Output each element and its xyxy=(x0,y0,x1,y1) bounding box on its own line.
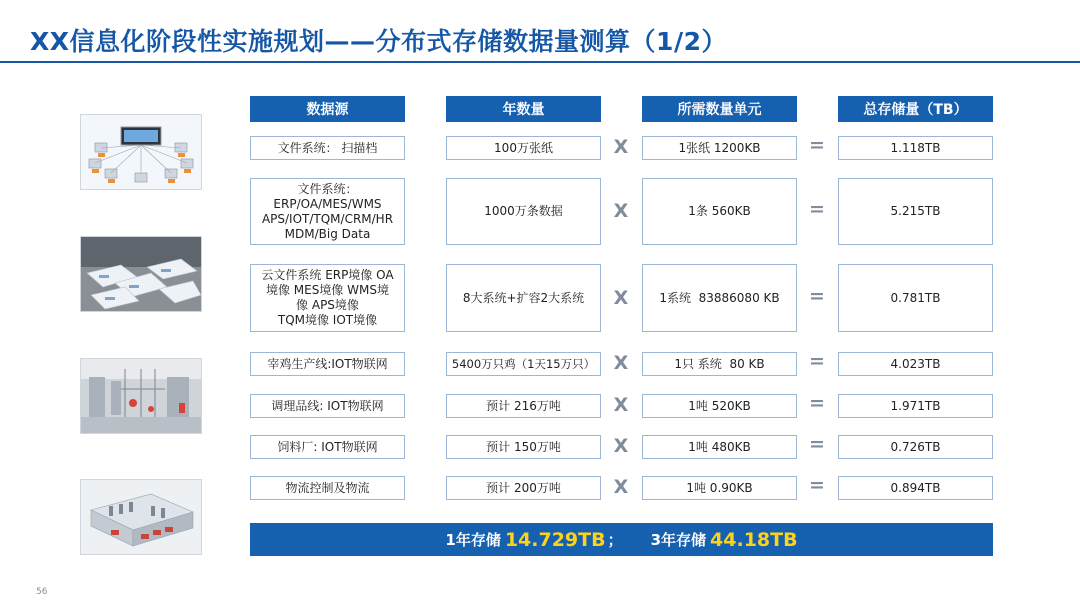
row-1-unit: 1张纸 1200KB xyxy=(642,136,797,160)
row-6-total: 0.726TB xyxy=(838,435,993,459)
row-3-equals-sign: = xyxy=(809,285,825,307)
row-4-equals-sign: = xyxy=(809,350,825,372)
row-2-multiply-sign: X xyxy=(613,200,629,222)
row-7-multiply-sign: X xyxy=(613,476,629,498)
document-stacks-image xyxy=(80,236,202,312)
row-2-source: 文件系统： ERP/OA/MES/WMS APS/IOT/TQM/CRM/HR MDM/Big Data xyxy=(250,178,405,245)
network-monitor-image xyxy=(80,114,202,190)
row-5-multiply-sign: X xyxy=(613,394,629,416)
page-number: 56 xyxy=(36,587,48,597)
production-line-image xyxy=(80,358,202,434)
header-annual-quantity: 年数量 xyxy=(446,96,601,122)
row-6-unit: 1吨 480KB xyxy=(642,435,797,459)
row-7-unit: 1吨 0.90KB xyxy=(642,476,797,500)
logistics-warehouse-image xyxy=(80,479,202,555)
summary-separator: ； xyxy=(607,531,623,549)
row-3-source: 云文件系统 ERP境像 OA 境像 MES境像 WMS境 像 APS境像 TQM境像 IOT境像 xyxy=(250,264,405,332)
row-4-source: 宰鸡生产线:IOT物联网 xyxy=(250,352,405,376)
row-4-multiply-sign: X xyxy=(613,352,629,374)
row-3-multiply-sign: X xyxy=(613,287,629,309)
row-6-equals-sign: = xyxy=(809,433,825,455)
row-3-unit: 1系统 83886080 KB xyxy=(642,264,797,332)
row-2-unit: 1条 560KB xyxy=(642,178,797,245)
row-7-source: 物流控制及物流 xyxy=(250,476,405,500)
row-6-annual: 预计 150万吨 xyxy=(446,435,601,459)
row-4-annual: 5400万只鸡（1天15万只） xyxy=(446,352,601,376)
summary-3-year-label: 3年存储 xyxy=(650,531,707,549)
header-unit-size: 所需数量单元 xyxy=(642,96,797,122)
row-5-unit: 1吨 520KB xyxy=(642,394,797,418)
row-7-total: 0.894TB xyxy=(838,476,993,500)
row-3-annual: 8大系统+扩容2大系统 xyxy=(446,264,601,332)
row-4-total: 4.023TB xyxy=(838,352,993,376)
row-1-equals-sign: = xyxy=(809,134,825,156)
row-1-source: 文件系统： 扫描档 xyxy=(250,136,405,160)
row-5-source: 调理品线: IOT物联网 xyxy=(250,394,405,418)
row-1-total: 1.118TB xyxy=(838,136,993,160)
row-2-total: 5.215TB xyxy=(838,178,993,245)
row-2-equals-sign: = xyxy=(809,198,825,220)
slide-title: XX信息化阶段性实施规划——分布式存储数据量测算（1/2） xyxy=(30,27,727,56)
row-3-total: 0.781TB xyxy=(838,264,993,332)
row-5-equals-sign: = xyxy=(809,392,825,414)
header-total-storage: 总存储量（TB） xyxy=(838,96,993,122)
row-6-multiply-sign: X xyxy=(613,435,629,457)
row-7-annual: 预计 200万吨 xyxy=(446,476,601,500)
summary-3-year-value: 44.18TB xyxy=(710,528,798,551)
header-data-source: 数据源 xyxy=(250,96,405,122)
title-divider xyxy=(0,61,1080,63)
row-6-source: 饲料厂: IOT物联网 xyxy=(250,435,405,459)
row-4-unit: 1只 系统 80 KB xyxy=(642,352,797,376)
row-5-annual: 预计 216万吨 xyxy=(446,394,601,418)
row-5-total: 1.971TB xyxy=(838,394,993,418)
row-1-multiply-sign: X xyxy=(613,136,629,158)
summary-1-year-label: 1年存储 xyxy=(445,531,501,549)
row-1-annual: 100万张纸 xyxy=(446,136,601,160)
storage-summary-bar xyxy=(250,523,993,556)
summary-1-year-value: 14.729TB xyxy=(504,528,606,551)
row-7-equals-sign: = xyxy=(809,474,825,496)
row-2-annual: 1000万条数据 xyxy=(446,178,601,245)
